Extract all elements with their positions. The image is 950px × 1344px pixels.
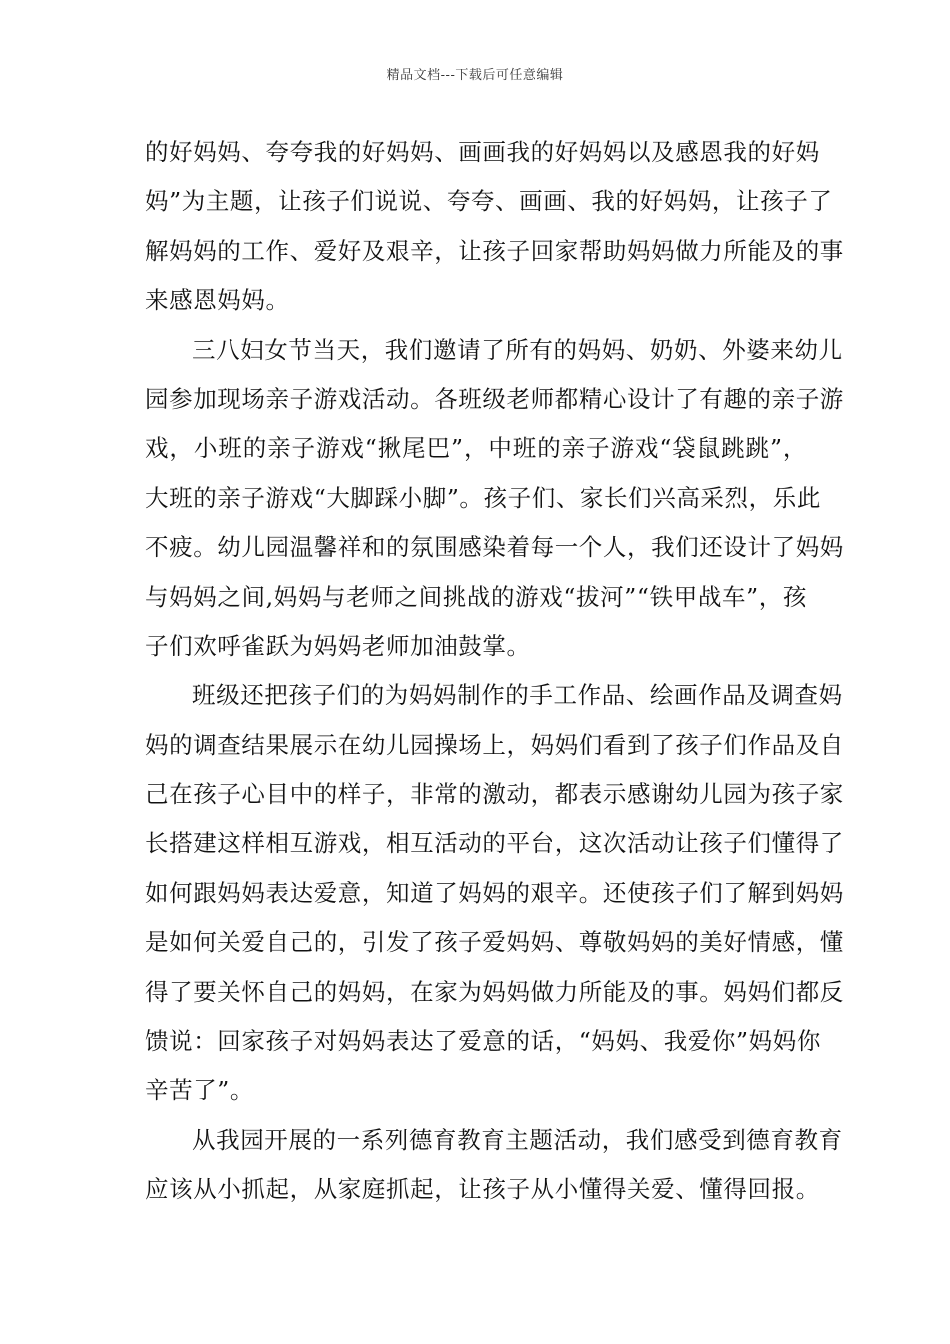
text-line: 得了要关怀自己的妈妈，在家为妈妈做力所能及的事。妈妈们都反 xyxy=(145,977,844,1006)
text-line: 不疲。幼儿园温馨祥和的氛围感染着每一个人，我们还设计了妈妈 xyxy=(145,533,844,562)
paragraph-3 xyxy=(145,671,844,1116)
text-line: 辛苦了”。 xyxy=(145,1076,255,1105)
text-line: 己在孩子心目中的样子，非常的激动，都表示感谢幼儿园为孩子家 xyxy=(145,780,844,809)
text-line: 应该从小抓起，从家庭抓起，让孩子从小懂得关爱、懂得回报。 xyxy=(145,1175,820,1204)
text-line: 馈说：回家孩子对妈妈表达了爱意的话，“妈妈、我爱你”妈妈你 xyxy=(145,1027,821,1056)
text-line: 长搭建这样相互游戏，相互活动的平台，这次活动让孩子们懂得了 xyxy=(145,829,844,858)
text-line: 与妈妈之间,妈妈与老师之间挑战的游戏“拔河”“铁甲战车”，孩 xyxy=(145,582,807,611)
text-line: 是如何关爱自己的，引发了孩子爱妈妈、尊敬妈妈的美好情感，懂 xyxy=(145,928,844,957)
text-line: 三八妇女节当天，我们邀请了所有的妈妈、奶奶、外婆来幼儿 xyxy=(192,335,843,364)
text-line: 如何跟妈妈表达爱意，知道了妈妈的艰辛。还使孩子们了解到妈妈 xyxy=(145,878,844,907)
text-line: 从我园开展的一系列德育教育主题活动，我们感受到德育教育 xyxy=(192,1125,843,1154)
text-line: 来感恩妈妈。 xyxy=(145,286,290,315)
text-line: 园参加现场亲子游戏活动。各班级老师都精心设计了有趣的亲子游 xyxy=(145,384,844,413)
paragraph-4 xyxy=(145,1116,843,1215)
text-line: 妈的调查结果展示在幼儿园操场上，妈妈们看到了孩子们作品及自 xyxy=(145,730,844,759)
text-line: 子们欢呼雀跃为妈妈老师加油鼓掌。 xyxy=(145,631,531,660)
document-body xyxy=(145,128,844,1215)
paragraph-1 xyxy=(145,128,844,326)
text-line: 班级还把孩子们的为妈妈制作的手工作品、绘画作品及调查妈 xyxy=(192,681,843,710)
text-line: 的好妈妈、夸夸我的好妈妈、画画我的好妈妈以及感恩我的好妈 xyxy=(145,138,820,166)
text-line: 妈”为主题，让孩子们说说、夸夸、画画、我的好妈妈，让孩子了 xyxy=(145,187,833,216)
text-line: 解妈妈的工作、爱好及艰辛，让孩子回家帮助妈妈做力所能及的事 xyxy=(145,236,844,265)
paragraph-2 xyxy=(145,326,844,672)
text-line: 大班的亲子游戏“大脚踩小脚”。孩子们、家长们兴高采烈，乐此 xyxy=(145,483,821,512)
page-header: 精品文档---下载后可任意编辑 xyxy=(386,68,564,83)
text-line: 戏，小班的亲子游戏“揪尾巴”，中班的亲子游戏“袋鼠跳跳”， xyxy=(145,434,807,463)
